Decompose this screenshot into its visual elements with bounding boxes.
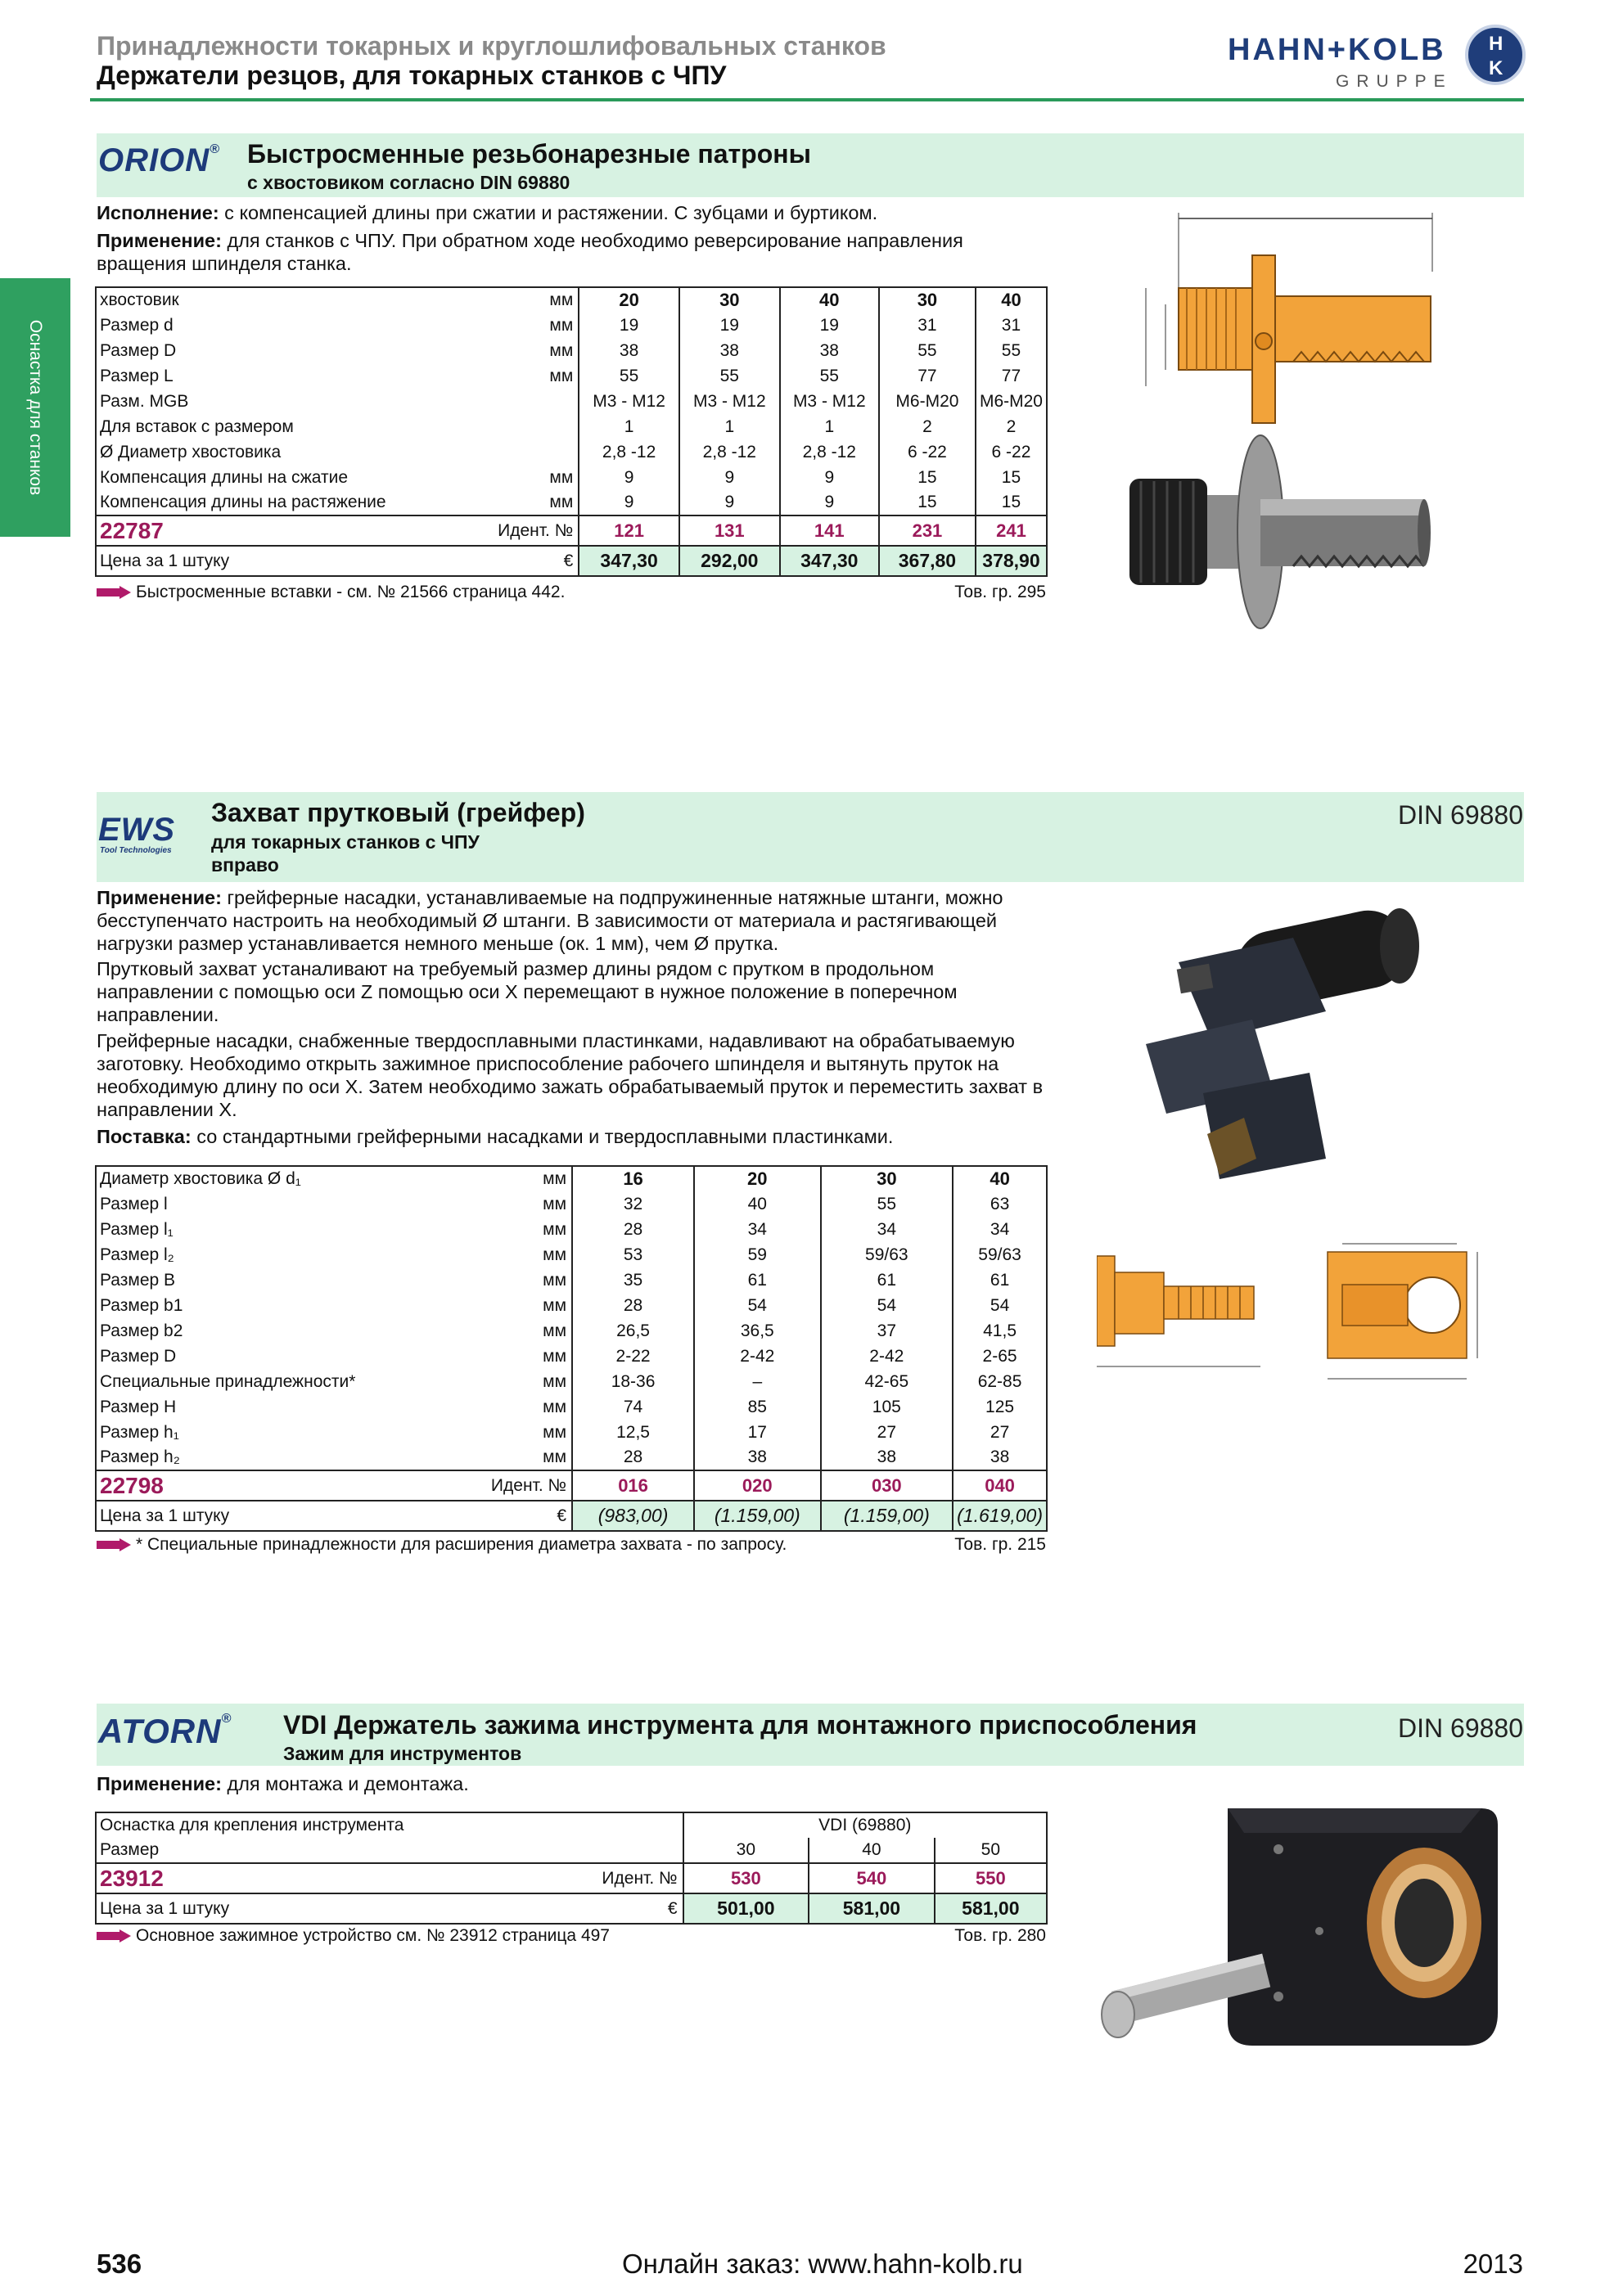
atorn-product-photo (1089, 1800, 1514, 2070)
logo-badge-k: K (1489, 57, 1504, 79)
header-rule (90, 98, 1524, 101)
side-tab (0, 278, 70, 537)
arrow-right-icon (97, 1929, 131, 1943)
page-title: Держатели резцов, для токарных станков с ЧПУ (97, 61, 727, 90)
section-ews-subtitle: для токарных станков с ЧПУ (211, 831, 480, 853)
article-code: 23912 (100, 1865, 164, 1891)
table-row-price: Цена за 1 штуку € (983,00) (1.159,00) (1.159,00) (1.619,00) (96, 1501, 1047, 1531)
table-row: Разм. MGB M3 - M12 M3 - M12 M3 - M12 M6-M20 M6-M20 (96, 389, 1047, 414)
logo-gruppe: GRUPPE (1336, 72, 1453, 91)
table-row: Размер l₂ мм 53 59 59/63 59/63 (96, 1242, 1047, 1267)
table-row: Размер b1 мм 28 54 54 54 (96, 1293, 1047, 1318)
side-tab-label: Оснастка для станков (26, 319, 45, 496)
orion-execution-text: Исполнение: с компенсацией длины при сжатии и растяжении. С зубцами и буртиком. (97, 202, 878, 223)
atorn-logo: ATORN® (98, 1712, 232, 1750)
table-row: Размер L мм 55 55 55 77 77 (96, 363, 1047, 389)
section-orion-title: Быстросменные резьбонарезные патроны (247, 139, 811, 169)
catalog-year: 2013 (1463, 2249, 1523, 2279)
table-row: Размер l мм 32 40 55 63 (96, 1191, 1047, 1217)
table-row: хвостовик мм 20 30 40 30 40 (96, 287, 1047, 313)
table-row-price: Цена за 1 штуку € 347,30 292,00 347,30 367,80 378,90 (96, 546, 1047, 576)
arrow-right-icon (97, 586, 131, 599)
ews-delivery-text: Поставка: со стандартными грейферными насадками и твердосплавными пластинками. (97, 1126, 894, 1147)
orion-logo: ORION® (98, 142, 220, 178)
ews-application-text: Применение: грейферные насадки, устанавливаемые на подпружиненные натяжные штанги, можно бесступенчато настроить на необходимый Ø штанги. В зависимости от материала и растягивающей нагрузки размер устанавливается немного меньше (ок. 1 мм), чем Ø прутка. (97, 887, 1003, 954)
ews-tov: Тов. гр. 215 (954, 1535, 1046, 1554)
table-row: Размер d мм 19 19 19 31 31 (96, 313, 1047, 338)
table-row: Специальные принадлежности* мм 18-36 – 42-65 62-85 (96, 1369, 1047, 1394)
ews-technical-drawing (1097, 1227, 1481, 1395)
logo-name: HAHN+KOLB (1228, 33, 1446, 67)
ews-logo (98, 812, 193, 861)
table-row: Размер B мм 35 61 61 61 (96, 1267, 1047, 1293)
table-row: Оснастка для крепления инструмента VDI (69880) (96, 1812, 1047, 1838)
page-number: 536 (97, 2249, 142, 2279)
section-orion-subtitle: с хвостовиком согласно DIN 69880 (247, 172, 570, 193)
atorn-tov: Тов. гр. 280 (954, 1926, 1046, 1945)
section-ews-subtitle2: вправо (211, 854, 279, 876)
ews-note: * Специальные принадлежности для расширения диаметра захвата - по запросу. (97, 1535, 787, 1555)
article-code: 22787 (100, 517, 164, 543)
table-row: Размер H мм 74 85 105 125 (96, 1394, 1047, 1420)
table-row: Размер h₁ мм 12,5 17 27 27 (96, 1420, 1047, 1445)
article-code: 22798 (100, 1472, 164, 1498)
header-category: Принадлежности токарных и круглошлифовальных станков (97, 31, 886, 61)
online-order-link[interactable]: Онлайн заказ: www.hahn-kolb.ru (622, 2249, 1023, 2279)
section-ews-din: DIN 69880 (1398, 800, 1523, 830)
table-row: Размер h₂ мм 28 38 38 38 (96, 1445, 1047, 1470)
table-row: Размер b2 мм 26,5 36,5 37 41,5 (96, 1318, 1047, 1344)
orion-spec-table (95, 286, 1048, 577)
ews-text-3: Грейферные насадки, снабженные твердосплавными пластинками, надавливают на обрабатываемую заготовку. Необходимо открыть зажимное приспособление рабочего шпинделя и вытянуть пруток на необходимую длину по оси X. Затем необходимо зажать обрабатываемый пруток и переместить захват в направлении X. (97, 1030, 1044, 1120)
table-row-ident: 23912 Идент. № 530 540 550 (96, 1863, 1047, 1893)
section-ews-title: Захват прутковый (грейфер) (211, 798, 585, 827)
table-row: Компенсация длины на растяжение мм 9 9 9 15 15 (96, 490, 1047, 515)
table-row: Для вставок с размером 1 1 1 2 2 (96, 414, 1047, 439)
table-row: Размер D мм 2-22 2-42 2-42 2-65 (96, 1344, 1047, 1369)
orion-note: Быстросменные вставки - см. № 21566 страница 442. (97, 583, 565, 602)
ews-logo-sub: Tool Technologies (100, 846, 172, 855)
arrow-right-icon (97, 1538, 131, 1551)
table-row-ident: 22798 Идент. № 016 020 030 040 (96, 1470, 1047, 1501)
section-atorn-subtitle: Зажим для инструментов (283, 1743, 522, 1764)
table-row-price: Цена за 1 штуку € 501,00 581,00 581,00 (96, 1893, 1047, 1924)
atorn-application-text: Применение: для монтажа и демонтажа. (97, 1773, 469, 1794)
ews-spec-table (95, 1165, 1048, 1532)
ews-product-photo (1129, 889, 1424, 1200)
table-row-ident: 22787 Идент. № 121 131 141 231 241 (96, 515, 1047, 546)
ews-text-2: Прутковый захват устаналивают на требуемый размер длины рядом с прутком в продольном направлении с помощью оси Z помощью оси X перемещают в нужное положение в поперечном направлении. (97, 958, 958, 1025)
orion-product-photo (1129, 434, 1440, 638)
section-atorn-title: VDI Держатель зажима инструмента для монтажного приспособления (283, 1710, 1197, 1740)
atorn-logo-text: ATORN (98, 1712, 222, 1750)
atorn-spec-table (95, 1812, 1048, 1925)
table-row: Размер D мм 38 38 38 55 55 (96, 338, 1047, 363)
orion-application-text: Применение: для станков с ЧПУ. При обратном ходе необходимо реверсирование направления вращения шпинделя станка. (97, 230, 963, 274)
table-row: Компенсация длины на сжатие мм 9 9 9 15 15 (96, 465, 1047, 490)
ews-logo-text: EWS (98, 812, 176, 848)
section-atorn-din: DIN 69880 (1398, 1713, 1523, 1743)
orion-tov: Тов. гр. 295 (954, 583, 1046, 601)
orion-logo-text: ORION (98, 142, 210, 178)
table-row: Размер 30 40 50 (96, 1838, 1047, 1863)
logo-badge-icon (1465, 25, 1526, 85)
table-row: Размер l₁ мм 28 34 34 34 (96, 1217, 1047, 1242)
orion-technical-drawing (1129, 206, 1457, 427)
atorn-note: Основное зажимное устройство см. № 23912 страница 497 (97, 1926, 610, 1946)
hahn-kolb-logo (1228, 18, 1531, 93)
table-row: Диаметр хвостовика Ø d₁ мм 16 20 30 40 (96, 1166, 1047, 1191)
table-row: Ø Диаметр хвостовика 2,8 -12 2,8 -12 2,8 -12 6 -22 6 -22 (96, 439, 1047, 465)
logo-badge-h: H (1489, 33, 1504, 55)
